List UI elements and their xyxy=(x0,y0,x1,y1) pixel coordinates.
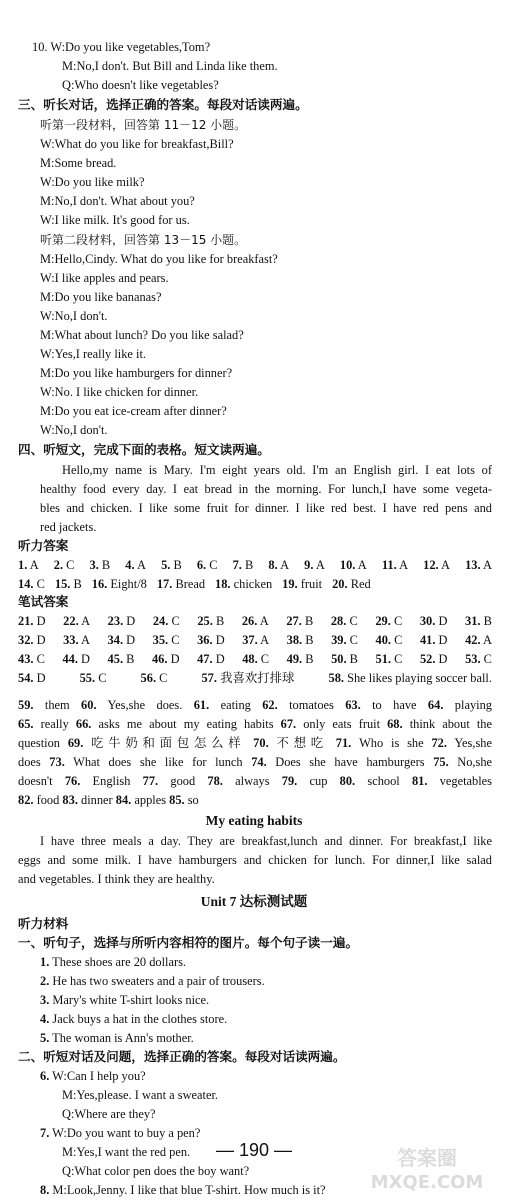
answer-item: 5. B xyxy=(161,558,182,572)
answer-item: 22. A xyxy=(63,614,91,628)
text-line: 听第一段材料，回答第 11－12 小题。 xyxy=(40,118,247,132)
text-line: and vegetables. I think they are healthy. xyxy=(18,872,215,886)
answer-item: 16. Eight/8 xyxy=(91,577,147,591)
text-line: M:Some bread. xyxy=(40,156,117,170)
answer-item: 38. B xyxy=(286,633,314,647)
answer-item: 29. C xyxy=(375,614,403,628)
answer-item: 46. D xyxy=(151,652,180,666)
text-line: 3. Mary's white T-shirt looks nice. xyxy=(40,993,210,1007)
answer-item: 19. fruit xyxy=(282,577,323,591)
answer-item: 51. C xyxy=(375,652,403,666)
text-line: red jackets. xyxy=(40,520,97,534)
text-line: W:Do you like milk? xyxy=(40,175,145,189)
answer-item: 8. A xyxy=(268,558,290,572)
answer-item: 35. C xyxy=(152,633,180,647)
answer-item: 45. B xyxy=(107,652,135,666)
page-number: — 190 — xyxy=(215,1140,293,1160)
answer-row xyxy=(18,556,492,574)
answer-row xyxy=(18,575,381,593)
text-line: 一、听句子，选择与所听内容相符的图片。每个句子读一遍。 xyxy=(18,935,359,950)
text-line: 笔试答案 xyxy=(18,594,69,609)
text-line: M:Yes,I want the red pen. xyxy=(62,1145,191,1159)
answer-item: 17. Bread xyxy=(156,577,206,591)
answer-row xyxy=(18,631,492,649)
text-line: W:I like apples and pears. xyxy=(40,271,169,285)
answer-item: 6. C xyxy=(196,558,218,572)
text-line: 10. W:Do you like vegetables,Tom? xyxy=(32,40,211,54)
text-line: 6. W:Can I help you? xyxy=(40,1069,146,1083)
answer-item: 50. B xyxy=(331,652,358,666)
text-line: W:I like milk. It's good for us. xyxy=(40,213,190,227)
text-line: 三、听长对话，选择正确的答案。每段对话读两遍。 xyxy=(18,97,308,112)
answer-item: 52. D xyxy=(419,652,448,666)
text-line: Hello,my name is Mary. I'm eight years old. I'm an English girl. I eat lots of xyxy=(62,463,492,477)
answer-item: 39. C xyxy=(331,633,358,647)
answer-item: 11. A xyxy=(381,558,409,572)
answer-item: 31. B xyxy=(465,614,492,628)
answer-item: 47. D xyxy=(197,652,225,666)
answer-item: 10. A xyxy=(339,558,367,572)
text-line: Q:Who doesn't like vegetables? xyxy=(62,78,219,92)
text-line: 8. M:Look,Jenny. I like that blue T-shirt. How much is it? xyxy=(40,1183,326,1197)
answer-item: 14. C xyxy=(18,577,45,591)
text-line: W:What do you like for breakfast,Bill? xyxy=(40,137,234,151)
answer-item: 55. C xyxy=(79,671,107,685)
answer-item: 33. A xyxy=(63,633,90,647)
text-line: doesn't 76. English 77. good 78. always 79. cup 80. school 81. vegetables xyxy=(18,774,492,788)
text-line: does 73. What does she like for lunch 74. Does she have hamburgers 75. No,she xyxy=(18,755,493,769)
text-line: question 69. 吃牛奶和面包怎么样 70. 不想吃 71. Who is she 72. Yes,she xyxy=(18,736,492,750)
answer-item: 3. B xyxy=(89,558,111,572)
text-line: 65. really 66. asks me about my eating habits 67. only eats fruit 68. think about the xyxy=(18,717,492,731)
watermark-logo xyxy=(352,1143,502,1195)
answer-item: 15. B xyxy=(54,577,82,591)
answer-item: 28. C xyxy=(330,614,358,628)
text-line: eggs and some milk. I have hamburgers and chicken for lunch. For dinner,I like salad xyxy=(18,853,492,867)
watermark-text-url: MXQE.COM xyxy=(370,1172,484,1193)
answer-item: 7. B xyxy=(232,558,254,572)
text-line: W:Yes,I really like it. xyxy=(40,347,146,361)
answer-item: 49. B xyxy=(286,652,314,666)
text-line: 7. W:Do you want to buy a pen? xyxy=(40,1126,201,1140)
text-line: 二、听短对话及问题，选择正确的答案。每段对话读两遍。 xyxy=(18,1049,346,1064)
answer-item: 40. C xyxy=(375,633,403,647)
text-line: M:Do you eat ice-cream after dinner? xyxy=(40,404,227,418)
unit-title: Unit 7 达标测试题 xyxy=(200,894,308,909)
answer-item: 57. 我喜欢打排球 xyxy=(201,671,295,685)
text-line: M:What about lunch? Do you like salad? xyxy=(40,328,244,342)
answer-row xyxy=(18,669,492,687)
answer-item: 37. A xyxy=(242,633,270,647)
text-line: 1. These shoes are 20 dollars. xyxy=(40,955,187,969)
answer-item: 36. D xyxy=(197,633,225,647)
text-line: 59. them 60. Yes,she does. 61. eating 62. tomatoes 63. to have 64. playing xyxy=(18,698,492,712)
text-line: M:Hello,Cindy. What do you like for breakfast? xyxy=(40,252,278,266)
answer-item: 34. D xyxy=(107,633,136,647)
answer-item: 44. D xyxy=(62,652,90,666)
answer-item: 13. A xyxy=(465,558,492,572)
watermark-text-cn: 答案圈 xyxy=(397,1146,457,1170)
answer-item: 48. C xyxy=(242,652,270,666)
answer-item: 53. C xyxy=(465,652,492,666)
answer-item: 20. Red xyxy=(332,577,371,591)
answer-item: 30. D xyxy=(419,614,448,628)
answer-item: 24. C xyxy=(152,614,180,628)
text-line: W:No. I like chicken for dinner. xyxy=(40,385,199,399)
essay-title: My eating habits xyxy=(205,813,303,828)
answer-item: 27. B xyxy=(286,614,314,628)
answer-item: 42. A xyxy=(465,633,492,647)
text-line: M:Do you like hamburgers for dinner? xyxy=(40,366,233,380)
answer-item: 1. A xyxy=(18,558,39,572)
text-line: Q:What color pen does the boy want? xyxy=(62,1164,250,1178)
answer-item: 9. A xyxy=(304,558,325,572)
answer-row xyxy=(18,650,492,668)
answer-item: 18. chicken xyxy=(215,577,273,591)
text-line: 四、听短文，完成下面的表格。短文读两遍。 xyxy=(18,442,270,457)
text-line: healthy food every day. I eat bread in the morning. For lunch,I have some vegeta- xyxy=(40,482,492,496)
answer-item: 54. D xyxy=(18,671,46,685)
answer-item: 32. D xyxy=(18,633,46,647)
text-line: M:Do you like bananas? xyxy=(40,290,162,304)
text-line: M:Yes,please. I want a sweater. xyxy=(62,1088,218,1102)
answer-item: 41. D xyxy=(419,633,448,647)
answer-item: 26. A xyxy=(241,614,269,628)
text-line: 4. Jack buys a hat in the clothes store. xyxy=(40,1012,228,1026)
text-line: 2. He has two sweaters and a pair of trousers. xyxy=(40,974,265,988)
text-line: 听力答案 xyxy=(18,538,69,553)
text-line: M:No,I don't. What about you? xyxy=(40,194,195,208)
answer-item: 58. She likes playing soccer ball. xyxy=(328,671,492,685)
text-line: W:No,I don't. xyxy=(40,309,108,323)
answer-item: 2. C xyxy=(53,558,75,572)
answer-item: 4. A xyxy=(125,558,146,572)
answer-item: 25. B xyxy=(197,614,225,628)
text-line: 听第二段材料，回答第 13－15 小题。 xyxy=(40,233,247,247)
text-line: M:No,I don't. But Bill and Linda like them. xyxy=(62,59,278,73)
text-line: I have three meals a day. They are breakfast,lunch and dinner. For breakfast,I like xyxy=(40,834,492,848)
answer-item: 21. D xyxy=(18,614,46,628)
answer-row xyxy=(18,612,492,630)
text-line: Q:Where are they? xyxy=(62,1107,156,1121)
text-line: 5. The woman is Ann's mother. xyxy=(40,1031,194,1045)
answer-item: 56. C xyxy=(140,671,168,685)
answer-item: 43. C xyxy=(18,652,45,666)
answer-item: 23. D xyxy=(107,614,136,628)
text-line: bles and chicken. I like some fruit for dinner. I like red best. I have red pens and xyxy=(40,501,492,515)
answer-item: 12. A xyxy=(423,558,451,572)
text-line: W:No,I don't. xyxy=(40,423,108,437)
text-line: 听力材料 xyxy=(18,916,69,931)
text-line: 82. food 83. dinner 84. apples 85. so xyxy=(18,793,199,807)
